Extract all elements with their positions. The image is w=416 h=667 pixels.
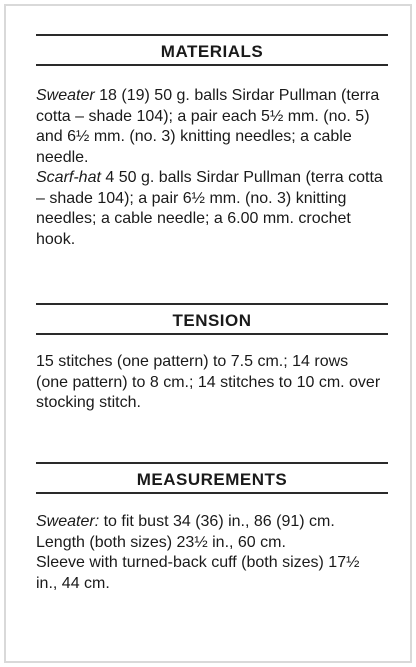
- materials-heading: MATERIALS: [36, 34, 388, 66]
- tension-heading: TENSION: [36, 303, 388, 335]
- tension-body: [36, 352, 384, 414]
- measurements-sweater: [36, 512, 384, 533]
- scarf-hat-materials-text: 4 50 g. balls Sirdar Pullman (terra cotta – shade 104); a pair 6½ mm. (no. 3) knitting needles; a cable needle; a 6.00 mm. crochet hook.: [36, 169, 383, 248]
- sweater-materials-text: 18 (19) 50 g. balls Sirdar Pullman (terra cotta – shade 104); a pair each 5½ mm. (no. 5) and 6½ mm. (no. 3) knitting needles; a cable needle.: [36, 87, 380, 166]
- measurements-sleeve: Sleeve with turned-back cuff (both sizes) 17½ in., 44 cm.: [36, 554, 360, 592]
- tension-text: 15 stitches (one pattern) to 7.5 cm.; 14 rows (one pattern) to 8 cm.; 14 stitches to 10 cm. over stocking stitch.: [36, 353, 381, 411]
- measurements-body: [36, 512, 384, 594]
- materials-body: [36, 86, 384, 250]
- measurements-sweater-label: Sweater:: [36, 513, 100, 530]
- sweater-label: Sweater: [36, 87, 95, 104]
- measurements-heading: MEASUREMENTS: [36, 462, 388, 494]
- materials-sweater: [36, 86, 384, 168]
- measurements-sweater-text: to fit bust 34 (36) in., 86 (91) cm.: [99, 513, 335, 530]
- measurements-length: Length (both sizes) 23½ in., 60 cm.: [36, 533, 286, 551]
- scarf-hat-label: Scarf-hat: [36, 169, 101, 186]
- materials-scarf-hat: [36, 168, 384, 250]
